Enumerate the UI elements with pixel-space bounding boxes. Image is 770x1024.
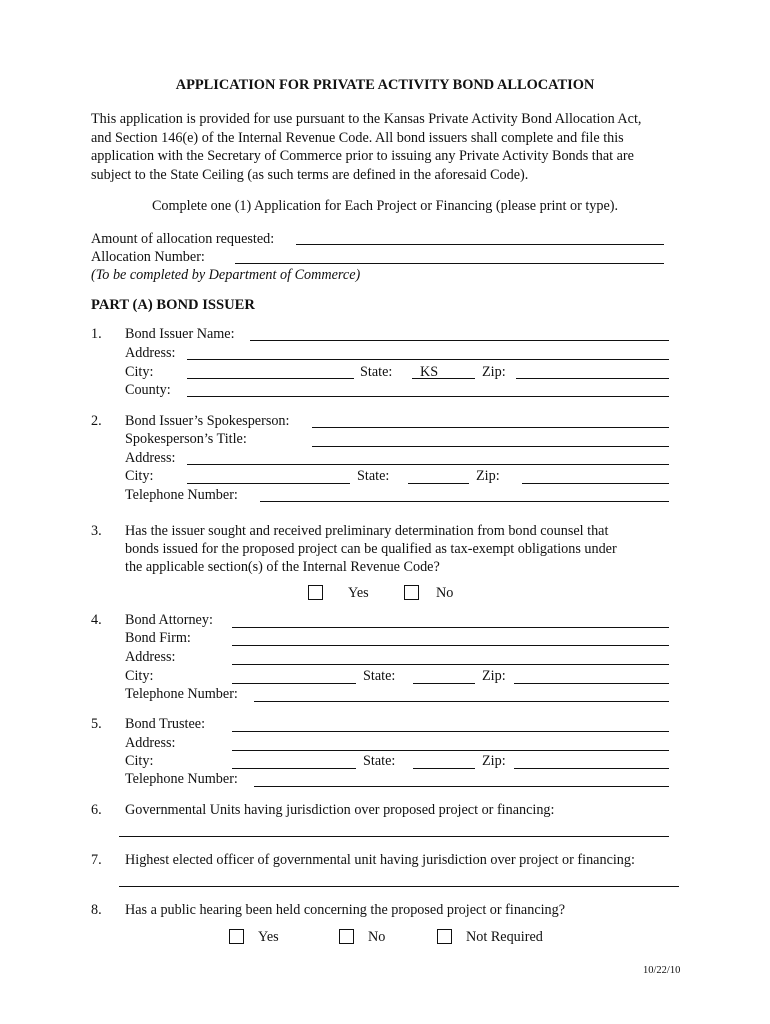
q1-state-value[interactable]: KS [420,364,439,380]
q2-state-field[interactable] [408,483,469,484]
q5-zip-field[interactable] [514,768,669,769]
q2-number: 2. [91,413,102,429]
intro-line-1: This application is provided for use pursuant to the Kansas Private Activity Bond Allocation Act, [91,111,642,127]
intro-paragraph [91,110,691,184]
q2-title-field[interactable] [312,446,669,447]
q1-zip-field[interactable] [516,378,669,379]
document-title: APPLICATION FOR PRIVATE ACTIVITY BOND ALLOCATION [175,77,595,93]
q1-name-label: Bond Issuer Name: [125,326,235,342]
q4-address-field[interactable] [232,664,669,665]
q3-no-checkbox[interactable] [404,585,419,600]
amount-label: Amount of allocation requested: [91,231,275,247]
q7-text: Highest elected officer of governmental unit having jurisdiction over project or financing: [125,852,635,868]
q5-address-field[interactable] [232,750,669,751]
intro-line-3: application with the Secretary of Commerce prior to issuing any Private Activity Bonds that are [91,148,634,164]
q5-city-label: City: [125,753,154,769]
q4-phone-field[interactable] [254,701,669,702]
q8-not-required-label: Not Required [466,929,543,945]
q1-state-label: State: [360,364,393,380]
q8-no-checkbox[interactable] [339,929,354,944]
q1-number: 1. [91,326,102,342]
q1-zip-label: Zip: [482,364,506,380]
q4-zip-field[interactable] [514,683,669,684]
q4-phone-label: Telephone Number: [125,686,238,702]
q2-phone-field[interactable] [260,501,669,502]
q8-yes-label: Yes [258,929,279,945]
allocation-note: (To be completed by Department of Commerce) [91,267,361,283]
q7-number: 7. [91,852,102,868]
q3-yes-label: Yes [348,585,369,601]
q5-city-field[interactable] [232,768,356,769]
allocation-number-label: Allocation Number: [91,249,205,265]
q5-number: 5. [91,716,102,732]
q2-address-field[interactable] [187,464,669,465]
q5-address-label: Address: [125,735,176,751]
q5-state-field[interactable] [413,768,475,769]
allocation-number-field[interactable] [235,263,664,264]
q5-trustee-label: Bond Trustee: [125,716,206,732]
q2-spokesperson-label: Bond Issuer’s Spokesperson: [125,413,290,429]
q4-state-label: State: [363,668,396,684]
q8-no-label: No [368,929,386,945]
q3-number: 3. [91,523,102,539]
instruction-text: Complete one (1) Application for Each Project or Financing (please print or type). [151,198,619,214]
q5-phone-field[interactable] [254,786,669,787]
q5-trustee-field[interactable] [232,731,669,732]
intro-line-4: subject to the State Ceiling (as such terms are defined in the aforesaid Code). [91,166,529,183]
q4-address-label: Address: [125,649,176,665]
q2-title-label: Spokesperson’s Title: [125,431,247,447]
amount-field[interactable] [296,244,664,245]
q8-yes-checkbox[interactable] [229,929,244,944]
q4-zip-label: Zip: [482,668,506,684]
q3-line-2: bonds issued for the proposed project can be qualified as tax-exempt obligations under [125,541,617,557]
q2-address-label: Address: [125,450,176,466]
q4-city-label: City: [125,668,154,684]
q4-city-field[interactable] [232,683,356,684]
q6-answer-field[interactable] [119,836,669,837]
q6-number: 6. [91,802,102,818]
q1-county-label: County: [125,382,171,398]
q5-state-label: State: [363,753,396,769]
q3-yes-checkbox[interactable] [308,585,323,600]
q2-phone-label: Telephone Number: [125,487,238,503]
q4-attorney-label: Bond Attorney: [125,612,213,628]
q2-spokesperson-field[interactable] [312,427,669,428]
q2-zip-label: Zip: [476,468,500,484]
q1-address-label: Address: [125,345,176,361]
q1-city-label: City: [125,364,154,380]
q4-number: 4. [91,612,102,628]
q1-address-field[interactable] [187,359,669,360]
q1-name-field[interactable] [250,340,669,341]
q4-firm-label: Bond Firm: [125,630,191,646]
footer-date: 10/22/10 [643,965,681,976]
q2-zip-field[interactable] [522,483,669,484]
q5-phone-label: Telephone Number: [125,771,238,787]
part-a-heading: PART (A) BOND ISSUER [91,297,255,313]
q2-city-field[interactable] [187,483,350,484]
q1-state-field[interactable] [412,378,475,379]
intro-line-2: and Section 146(e) of the Internal Revenue Code. All bond issuers shall complete and file this [91,129,624,146]
q8-not-required-checkbox[interactable] [437,929,452,944]
q4-state-field[interactable] [413,683,475,684]
q8-text: Has a public hearing been held concerning the proposed project or financing? [125,902,566,918]
q7-answer-field[interactable] [119,886,679,887]
q6-text: Governmental Units having jurisdiction over proposed project or financing: [125,802,555,818]
q4-firm-field[interactable] [232,645,669,646]
q2-city-label: City: [125,468,154,484]
q8-number: 8. [91,902,102,918]
q3-no-label: No [436,585,454,601]
q1-city-field[interactable] [187,378,354,379]
q2-state-label: State: [357,468,390,484]
q4-attorney-field[interactable] [232,627,669,628]
q3-line-1: Has the issuer sought and received preliminary determination from bond counsel that [125,523,609,539]
q1-county-field[interactable] [187,396,669,397]
q5-zip-label: Zip: [482,753,506,769]
q3-line-3: the applicable section(s) of the Internal Revenue Code? [125,559,440,575]
